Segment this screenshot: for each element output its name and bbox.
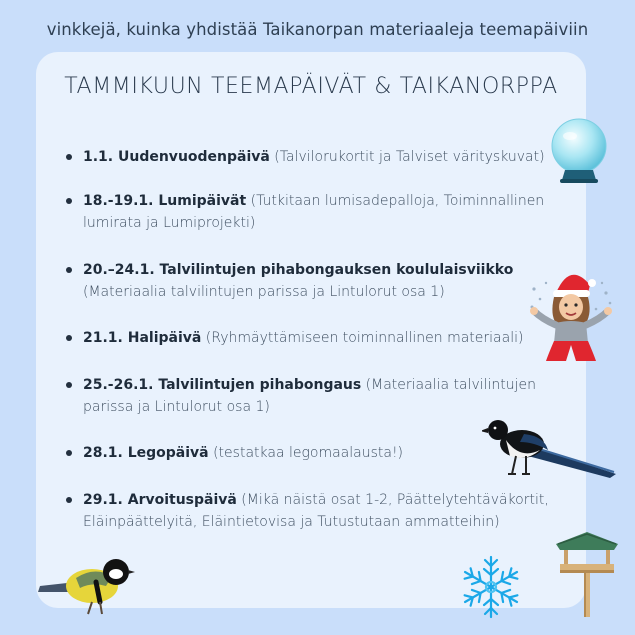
bullet-icon bbox=[66, 335, 72, 341]
event-item bbox=[66, 146, 566, 168]
bullet-icon bbox=[66, 154, 72, 160]
event-name: 20.–24.1. Talvilintujen pihabongauksen koululaisviikko bbox=[83, 262, 514, 278]
great-tit-icon bbox=[36, 552, 136, 618]
event-description: (Materiaalia talvilintujen parissa ja Lintulorut osa 1) bbox=[83, 284, 445, 300]
event-name: 25.-26.1. Talvilintujen pihabongaus bbox=[83, 377, 362, 393]
event-name: 1.1. Uudenvuodenpäivä bbox=[83, 149, 270, 165]
bullet-icon bbox=[66, 382, 72, 388]
event-description: (Materiaalia talvilintujen parissa ja Lintulorut osa 1) bbox=[83, 377, 537, 415]
bird-feeder-icon bbox=[552, 530, 622, 618]
event-description: (Ryhmäyttämiseen toiminnallinen materiaali) bbox=[201, 330, 524, 346]
event-name: 18.-19.1. Lumipäivät bbox=[83, 193, 247, 209]
event-description: (Mikä näistä osat 1-2, Päättelytehtäväkortit, Eläinpäättelyitä, Eläintietovisa ja Tutustutaan ammatteihin) bbox=[83, 492, 549, 530]
event-name: 29.1. Arvoituspäivä bbox=[83, 492, 237, 508]
event-item bbox=[66, 489, 566, 533]
snowflake-icon bbox=[456, 552, 526, 622]
event-item bbox=[66, 327, 566, 349]
subtitle: vinkkejä, kuinka yhdistää Taikanorpan materiaaleja teemapäiviin bbox=[46, 20, 589, 39]
event-name: 21.1. Halipäivä bbox=[83, 330, 202, 346]
event-name: 28.1. Legopäivä bbox=[83, 445, 209, 461]
bullet-icon bbox=[66, 198, 72, 204]
bullet-icon bbox=[66, 450, 72, 456]
crystal-ball-icon bbox=[548, 116, 612, 188]
bullet-icon bbox=[66, 267, 72, 273]
event-item bbox=[66, 259, 566, 303]
event-description: (Tutkitaan lumisadepalloja, Toiminnallinen lumirata ja Lumiprojekti) bbox=[83, 193, 545, 231]
event-item bbox=[66, 190, 566, 234]
girl-with-snowflakes-icon bbox=[526, 263, 616, 367]
magpie-icon bbox=[482, 410, 622, 482]
event-description: (testatkaa legomaalausta!) bbox=[208, 445, 404, 461]
bullet-icon bbox=[66, 497, 72, 503]
page-title: TAMMIKUUN TEEMAPÄIVÄT & TAIKANORPPA bbox=[64, 74, 558, 99]
event-description: (Talvilorukortit ja Talviset värityskuvat) bbox=[269, 149, 545, 165]
